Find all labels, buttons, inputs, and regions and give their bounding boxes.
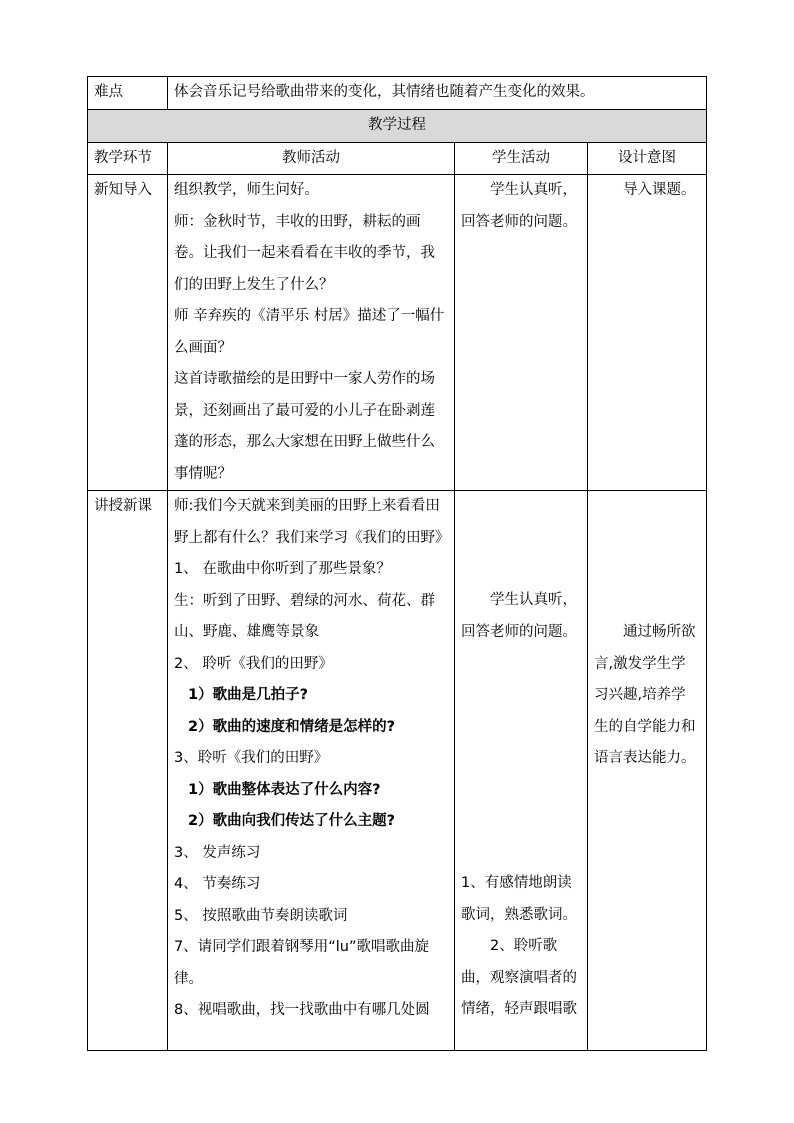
lesson-line: 7、请同学们跟着钢琴用“lu”歌唱歌曲旋律。	[174, 939, 429, 987]
intro-teacher-line: 师：金秋时节，丰收的田野，耕耘的画卷。让我们一起来看看在丰收的季节，我们的田野上发生了什么？	[174, 213, 435, 293]
lesson-line: 2、 聆听《我们的田野》	[174, 655, 333, 672]
new-lesson-intent-text: 通过畅所欲言,激发学生学习兴趣,培养学生的自学能力和语言表达能力。	[594, 624, 696, 766]
new-lesson-stage: 讲授新课	[88, 491, 168, 1051]
lesson-plan-table	[87, 76, 707, 1051]
lesson-question: 2）歌曲的速度和情绪是怎样的?	[188, 718, 395, 735]
intro-student-activity	[455, 175, 588, 491]
lesson-question: 2）歌曲向我们传达了什么主题?	[188, 813, 395, 829]
header-teacher: 教师活动	[168, 142, 455, 175]
lesson-line: 师:我们今天就来到美丽的田野上来看看田野上都有什么？我们来学习《我们的田野》	[174, 498, 450, 546]
student-answer: 学生认真听，回答老师的问题。	[461, 592, 577, 640]
intro-teacher-activity	[168, 175, 455, 491]
difficulty-label: 难点	[88, 77, 168, 110]
header-row	[88, 142, 707, 175]
lesson-line: 4、 节奏练习	[174, 876, 261, 892]
intro-row	[88, 175, 707, 491]
new-lesson-student-activity	[455, 491, 588, 1051]
process-title-row	[88, 109, 707, 142]
lesson-question: 1）歌曲整体表达了什么内容?	[188, 781, 381, 798]
intro-teacher-line: 师 辛弃疾的《清平乐 村居》描述了一幅什么画面？	[174, 308, 445, 356]
header-stage: 教学环节	[88, 142, 168, 175]
difficulty-row	[88, 77, 707, 110]
lesson-line: 生：听到了田野、碧绿的河水、荷花、群山、野鹿、雄鹰等景象	[174, 592, 435, 640]
header-student: 学生活动	[455, 142, 588, 175]
intro-teacher-line: 组织教学，师生问好。	[174, 182, 319, 198]
new-lesson-teacher-activity	[168, 491, 455, 1051]
lesson-line: 3、聆听《我们的田野》	[174, 750, 329, 766]
lesson-line: 5、 按照歌曲节奏朗读歌词	[174, 907, 348, 924]
intro-stage: 新知导入	[88, 175, 168, 491]
new-lesson-row	[88, 491, 707, 1051]
difficulty-text: 体会音乐记号给歌曲带来的变化，其情绪也随着产生变化的效果。	[168, 77, 707, 110]
student-reading: 1、有感情地朗读歌词，熟悉歌词。	[461, 875, 577, 923]
header-intent: 设计意图	[588, 142, 707, 175]
lesson-question: 1）歌曲是几拍子?	[188, 687, 308, 703]
new-lesson-design-intent	[588, 491, 707, 1051]
intro-student-text: 学生认真听，回答老师的问题。	[461, 182, 577, 230]
process-title: 教学过程	[88, 109, 707, 142]
intro-intent-text: 导入课题。	[623, 182, 696, 198]
lesson-line: 1、 在歌曲中你听到了那些景象？	[174, 561, 391, 577]
lesson-line: 8、视唱歌曲，找一找歌曲中有哪几处圆	[174, 1002, 430, 1018]
intro-design-intent	[588, 175, 707, 491]
lesson-line: 3、 发声练习	[174, 844, 261, 861]
intro-teacher-line: 这首诗歌描绘的是田野中一家人劳作的场景，还刻画出了最可爱的小儿子在卧剥莲蓬的形态，那么大家想在田野上做些什么事情呢？	[174, 371, 435, 482]
student-listening: 2、聆听歌曲，观察演唱者的情绪，轻声跟唱歌	[461, 938, 577, 1017]
